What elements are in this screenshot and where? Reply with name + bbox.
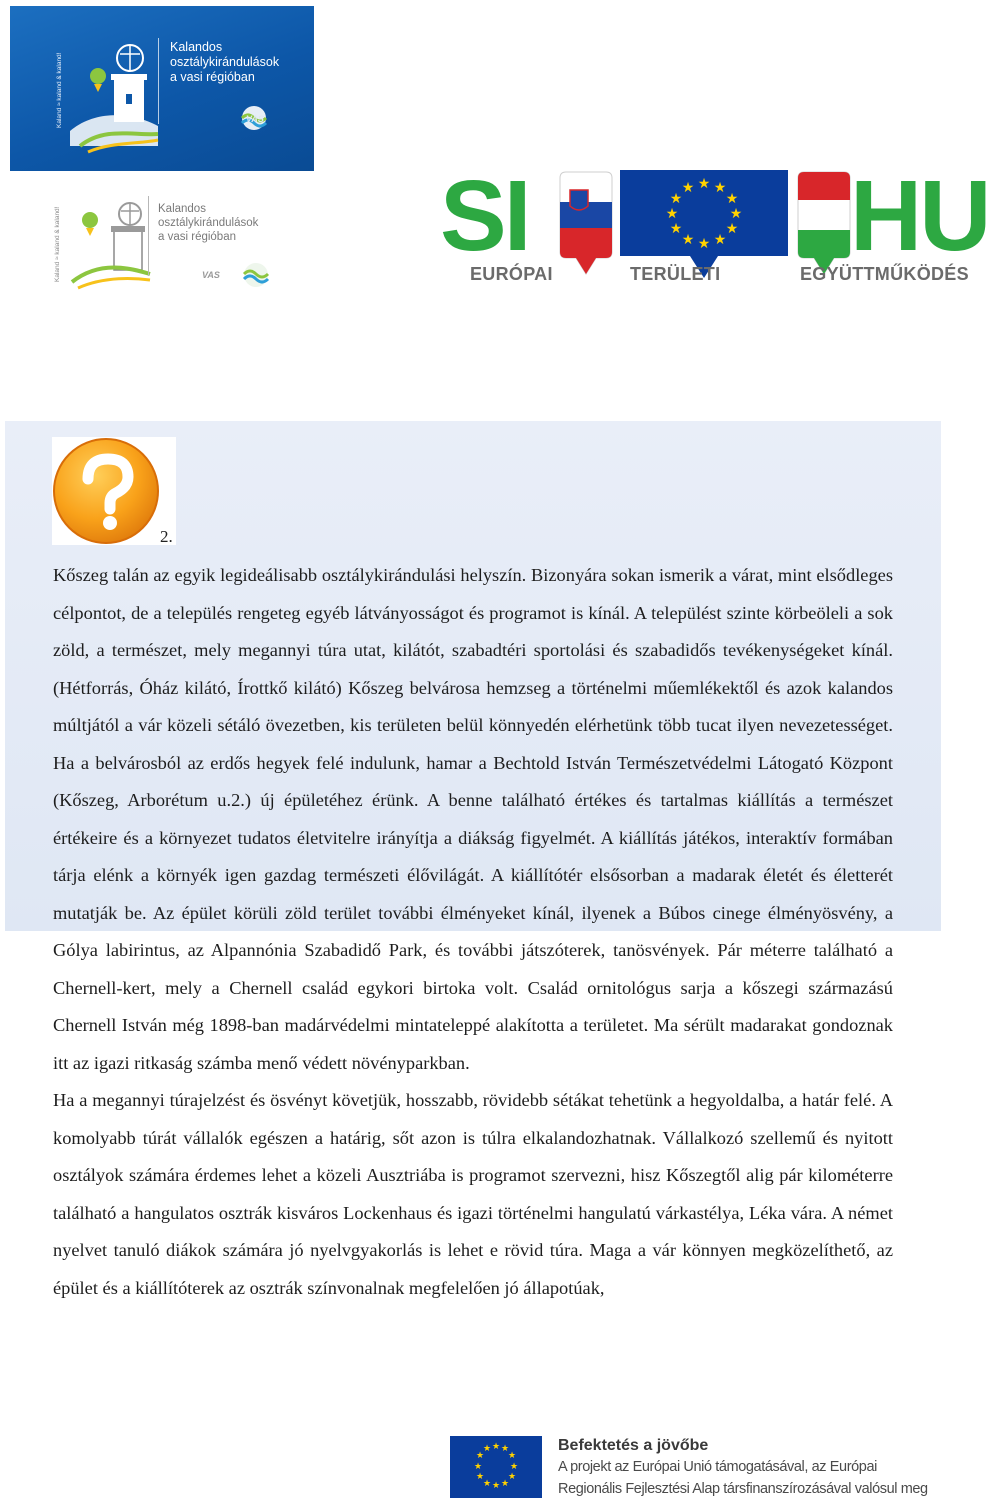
- paragraph: Ha a megannyi túrajelzést és ösvényt követjük, hosszabb, rövidebb sétákat tehetünk a hegyoldalba, a határ felé. A komolyabb túrát vállalók egészen a határig, sőt azon is túlra elkalandozhatnak. Vállalkozó szellemű és nyitott osztályok számára érdemes lehet a közeli Ausztriába is programot szervezni, hisz Kőszegtől alig pár kilométerre található a hangulatos osztrák kisváros Lockenhaus és igazi történelmi hangulatú várkastélya, Léka vára. A német nyelvet tanuló diákok számára jó nyelvgyakorlás is lehet e rövid túra. Maga a vár könnyen megközelíthető, az épület és a kiállítóterek az osztrák színvonalnak megfelelően jó állapotúak,: [53, 1090, 893, 1298]
- svg-text:★: ★: [725, 191, 739, 207]
- logo-slogan: Kaland ≈ kaland & kaland!: [54, 206, 61, 282]
- logo-title-line: osztálykirándulások: [158, 217, 259, 229]
- question-mark-icon: [52, 437, 176, 545]
- program-logo: [440, 160, 988, 298]
- svg-text:★: ★: [507, 1472, 517, 1482]
- program-caption: EGYÜTTMŰKÖDÉS: [800, 264, 969, 284]
- svg-text:★: ★: [681, 180, 695, 196]
- program-logo-left: SI: [440, 160, 529, 272]
- svg-text:★: ★: [475, 1472, 485, 1482]
- slovenia-flag-icon: [556, 170, 616, 280]
- svg-text:★: ★: [697, 236, 711, 252]
- logo-title: [158, 202, 258, 244]
- svg-text:★: ★: [669, 221, 683, 237]
- funding-notice: [558, 1436, 928, 1500]
- logo-slogan: Kaland ≈ kaland & kaland!: [56, 52, 63, 128]
- svg-text:★: ★: [725, 221, 739, 237]
- program-logo-right: HU: [850, 160, 988, 272]
- paragraph: Kőszeg talán az egyik legideálisabb osztálykirándulási helyszín. Bizonyára sokan ismerik a várat, mint elsődleges célpontot, de a település rengeteg egyéb látványosságot és programot is kínál. A települést szinte körbeöleli a sok zöld, a természet, mely megannyi túra utat, kilátót, szabadtéri sportolási és szabadidős tevékenységeket kínál. (Hétforrás, Óház kilátó, Írottkő kilátó) Kőszeg belvárosa hemzseg a történelmi műemlékektől és azok kalandos múltjától a vár közeli sétáló övezetben, kis területen belül könnyedén elérhetünk több tucat ilyen nevezetességet. Ha a belvárosból az erdős hegyek felé indulunk, hamar a Bechtold István Természetvédelmi Látogató Központ (Kőszeg, Arborétum u.2.) új épületéhez érünk. A benne található értékes és tartalmas kiállítás a természet értékeire és a környezet tudatos életvitelre irányítja a diákság figyelmét. A kiállítás játékos, interaktív formában tárja elénk a környék igen gazdag természeti élővilágát. A kiállítótér elsősorban a madarak életét és életterét mutatják be. Az épület körüli zöld terület további élményeket kínál, ilyenek a Búbos cinege élményösvény, a Gólya labirintus, az Alpannónia Szabadidő Park, és további játszóterek, tanösvények. Pár méterre található a Chernell-kert, mely a Chernell család egykori birtoka volt. Család ornitológus sarja a kőszegi származású Chernell István még 1898-ban madárvédelmi mintateleppé alakította a területet. Ma sérült madarakat gondoznak itt az igazi ritkaság számba menő védett növényparkban.: [53, 565, 893, 1073]
- funding-title: Befektetés a jövőbe: [558, 1437, 709, 1454]
- county-label: VAS: [246, 114, 264, 124]
- county-label: VAS: [202, 270, 220, 280]
- article-body: [53, 557, 893, 1307]
- svg-text:★: ★: [491, 1442, 501, 1452]
- svg-text:★: ★: [669, 191, 683, 207]
- svg-text:★: ★: [482, 1479, 492, 1489]
- project-logo-blue: [10, 6, 314, 171]
- svg-text:★: ★: [475, 1451, 485, 1461]
- svg-text:★: ★: [482, 1444, 492, 1454]
- funding-line: A projekt az Európai Unió támogatásával, az Európai: [558, 1459, 877, 1475]
- logo-divider: [158, 38, 159, 124]
- svg-text:★: ★: [713, 232, 727, 248]
- eu-flag-icon: [450, 1436, 542, 1498]
- item-number: 2.: [160, 527, 173, 546]
- logo-title-line: Kalandos: [170, 40, 223, 54]
- svg-text:★: ★: [473, 1462, 483, 1472]
- svg-text:★: ★: [713, 180, 727, 196]
- program-caption: TERÜLETI: [630, 264, 721, 284]
- svg-text:★: ★: [500, 1444, 510, 1454]
- castle-icon: [10, 6, 160, 171]
- logo-title: [170, 40, 279, 85]
- svg-text:★: ★: [491, 1481, 501, 1491]
- project-logo-light: [50, 190, 280, 290]
- funding-line: Regionális Fejlesztési Alap társfinanszírozásával valósul meg: [558, 1481, 928, 1497]
- svg-text:★: ★: [509, 1462, 519, 1472]
- svg-text:★: ★: [729, 206, 743, 222]
- logo-divider: [148, 196, 149, 276]
- svg-text:★: ★: [507, 1451, 517, 1461]
- program-caption: EURÓPAI: [470, 264, 553, 284]
- logo-title-line: a vasi régióban: [170, 70, 255, 84]
- logo-title-line: a vasi régióban: [158, 231, 236, 243]
- svg-text:★: ★: [665, 206, 679, 222]
- svg-text:★: ★: [697, 176, 711, 192]
- wave-icon: [236, 260, 276, 290]
- svg-text:★: ★: [681, 232, 695, 248]
- castle-icon: [50, 190, 150, 290]
- logo-title-line: osztálykirándulások: [170, 55, 280, 69]
- svg-text:★: ★: [500, 1479, 510, 1489]
- logo-title-line: Kalandos: [158, 203, 206, 215]
